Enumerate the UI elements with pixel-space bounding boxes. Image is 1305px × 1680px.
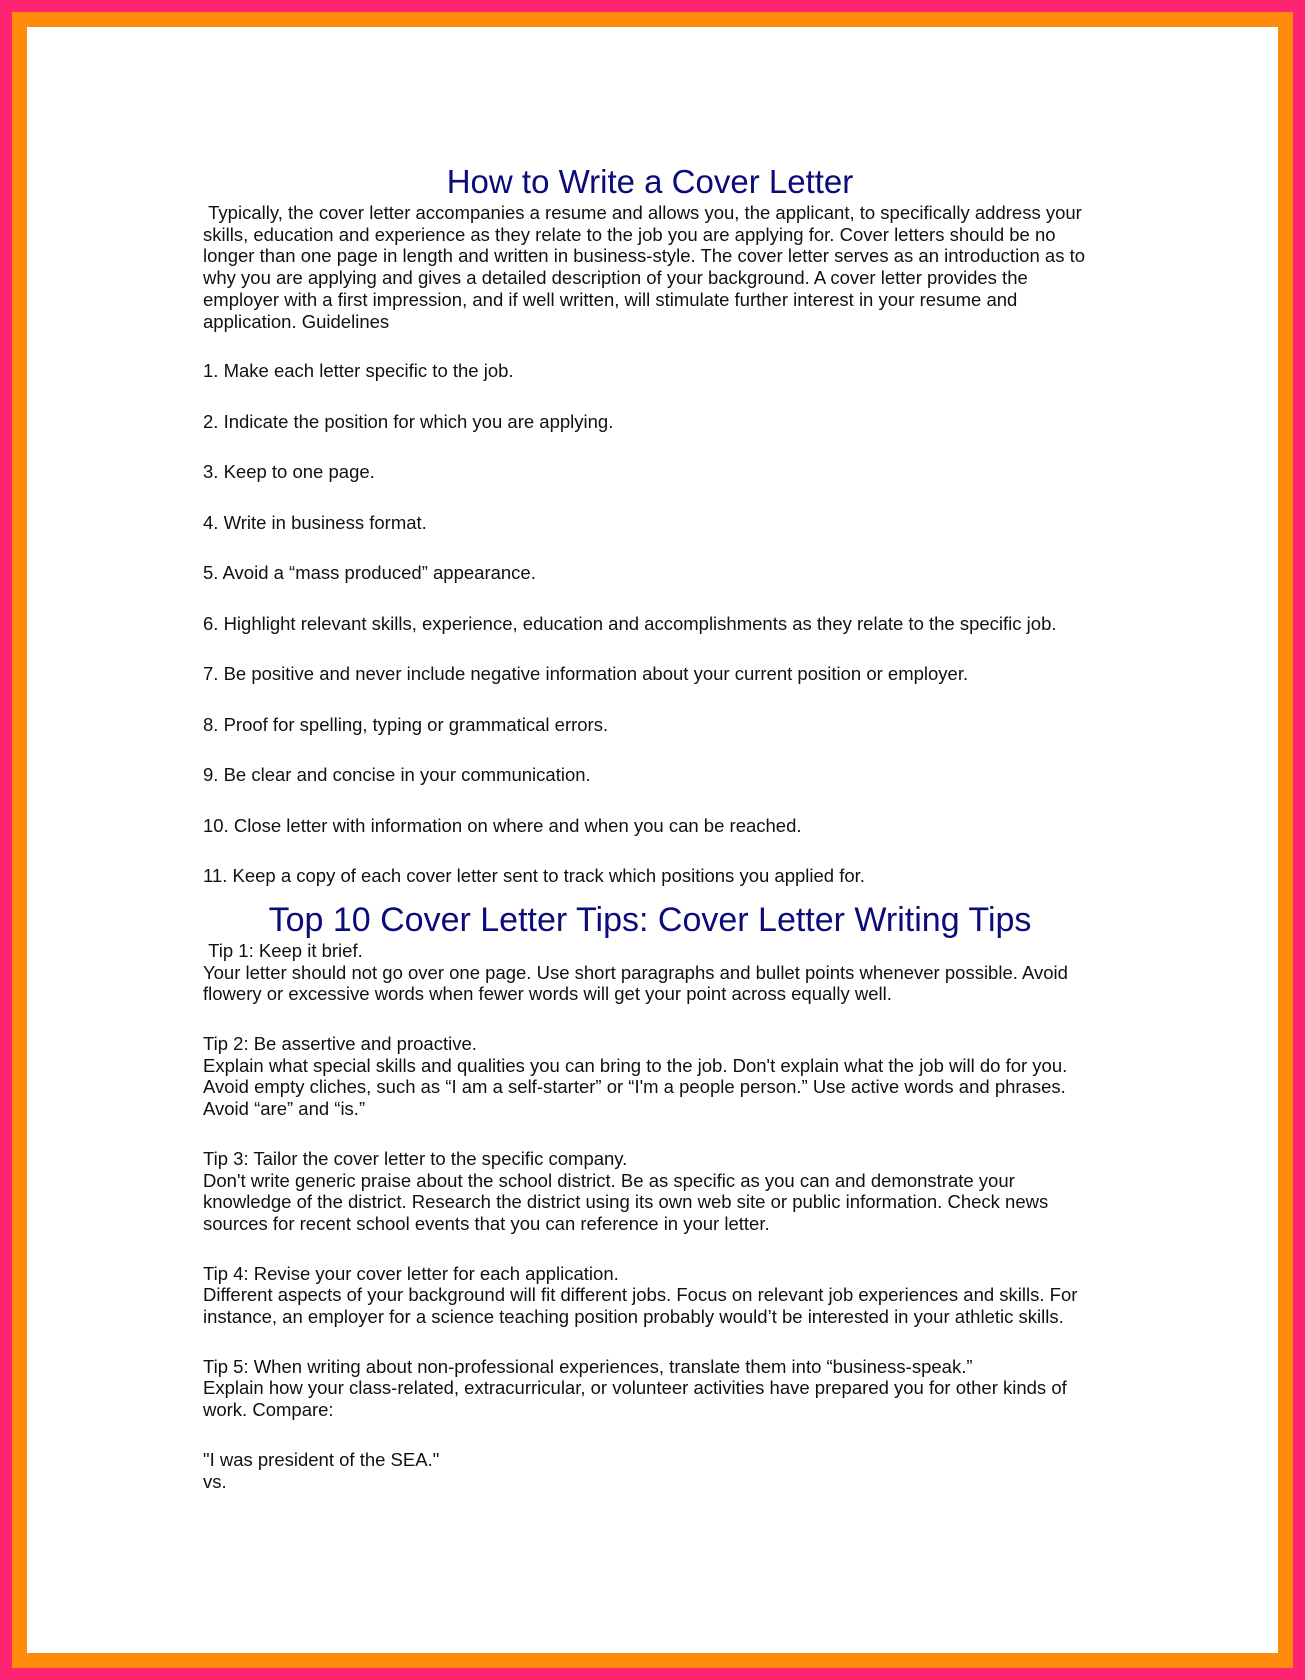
tip-item (203, 1148, 1103, 1235)
comparison-versus: vs. (203, 1470, 227, 1492)
guideline-item: 11. Keep a copy of each cover letter sent to track which positions you applied for. (203, 865, 865, 887)
tip-title: Tip 2: Be assertive and proactive. (203, 1033, 477, 1055)
tip-title: Tip 5: When writing about non-professional experiences, translate them into “business-speak.” (203, 1355, 973, 1377)
tip-title: Tip 3: Tailor the cover letter to the specific company. (203, 1147, 628, 1169)
guideline-item: 4. Write in business format. (203, 511, 427, 533)
tips-heading: Top 10 Cover Letter Tips: Cover Letter Writing Tips (268, 900, 1032, 939)
document-title: How to Write a Cover Letter (446, 163, 854, 200)
guideline-item: 5. Avoid a “mass produced” appearance. (203, 562, 536, 584)
guideline-item: 1. Make each letter specific to the job. (203, 360, 514, 382)
guideline-item: 2. Indicate the position for which you are applying. (203, 410, 614, 432)
tip-item (203, 1033, 1103, 1120)
tip-title: Tip 1: Keep it brief. (203, 939, 363, 961)
tip-title: Tip 4: Revise your cover letter for each application. (203, 1262, 619, 1284)
guideline-item: 9. Be clear and concise in your communication. (203, 764, 591, 786)
comparison-block (203, 1449, 1103, 1492)
guideline-item: 3. Keep to one page. (203, 461, 375, 483)
guidelines-list (203, 360, 1103, 887)
tip-body: Explain how your class-related, extracurricular, or volunteer activities have prepared you for other kinds of work. Compare: (203, 1377, 1067, 1421)
tip-body: Your letter should not go over one page. Use short paragraphs and bullet points whenever possible. Avoid flowery or excessive words when fewer words will get your point across equally well. (203, 961, 1068, 1005)
tip-body: Don't write generic praise about the school district. Be as specific as you can and demonstrate your knowledge of the district. Research the district using its own web site or public information. Check news sources for recent school events that you can reference in your letter. (203, 1169, 1049, 1234)
tip-body: Different aspects of your background will fit different jobs. Focus on relevant job experiences and skills. For instance, an employer for a science teaching position probably would’t be interested in your athletic skills. (203, 1284, 1078, 1328)
guideline-item: 7. Be positive and never include negative information about your current position or employer. (203, 663, 969, 685)
guideline-item: 10. Close letter with information on where and when you can be reached. (203, 814, 802, 836)
tip-item (203, 940, 1103, 1005)
tip-body: Explain what special skills and qualities you can bring to the job. Don't explain what the job will do for you. Avoid empty cliches, such as “I am a self-starter” or “I'm a people person.” Use active words and phrases. Avoid “are” and “is.” (203, 1054, 1068, 1120)
tips-list (203, 940, 1103, 1492)
comparison-quote: "I was president of the SEA." (203, 1448, 440, 1470)
intro-paragraph: Typically, the cover letter accompanies a resume and allows you, the applicant, to specifically address your skills, education and experience as they relate to the job you are applying for. Cover letters should be no longer than one page in length and written in business-style. The cover letter serves as an introduction as to why you are applying and gives a detailed description of your background. A cover letter provides the employer with a first impression, and if well written, will stimulate further interest in your resume and application. Guidelines (203, 202, 1091, 332)
document-content (203, 162, 1103, 1492)
guideline-item: 8. Proof for spelling, typing or grammatical errors. (203, 713, 609, 735)
tip-item (203, 1356, 1103, 1421)
tip-item (203, 1263, 1103, 1328)
guideline-item: 6. Highlight relevant skills, experience, education and accomplishments as they relate to the specific job. (203, 612, 1057, 634)
